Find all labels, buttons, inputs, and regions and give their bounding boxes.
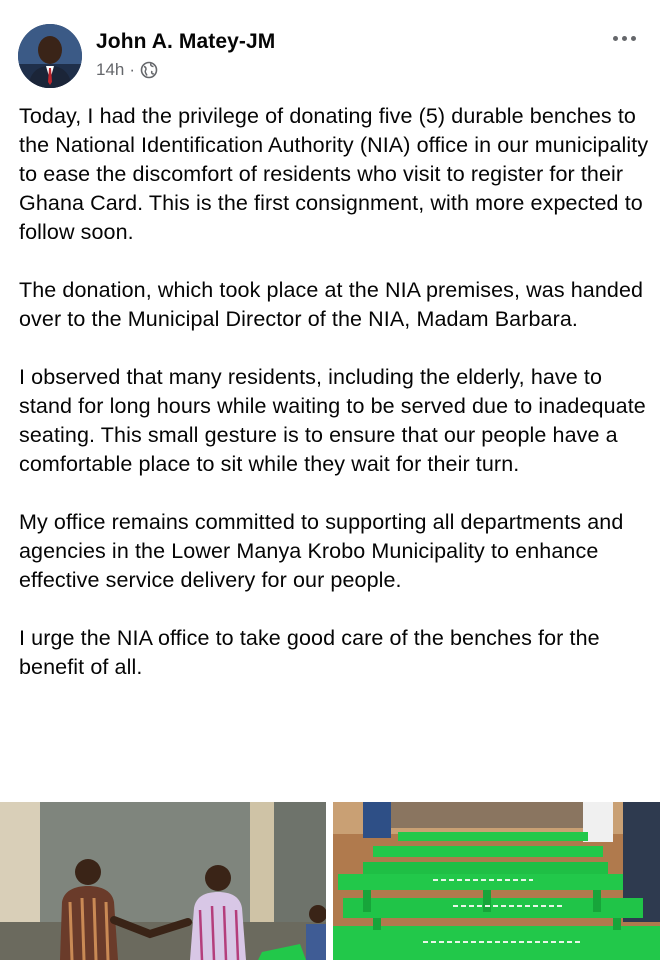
post-photo-benches[interactable] (333, 802, 660, 960)
post-meta (96, 60, 158, 80)
post-paragraph: Today, I had the privilege of donating five (5) durable benches to the National Identification Authority (NIA) office in our municipality to ease the discomfort of residents who visit to register for their Ghana Card. This is the first consignment, with more expected to follow soon. (19, 104, 649, 244)
post-paragraph: My office remains committed to supporting all departments and agencies in the Lower Manya Krobo Municipality to enhance effective service delivery for our people. (19, 510, 624, 592)
post-photo-handover[interactable] (0, 802, 326, 960)
more-options-icon[interactable] (606, 26, 642, 50)
post-header (0, 0, 660, 96)
author-name[interactable]: John A. Matey-JM (96, 30, 276, 53)
globe-icon[interactable] (140, 61, 158, 79)
post-text (19, 102, 649, 711)
post-paragraph: The donation, which took place at the NIA premises, was handed over to the Municipal Director of the NIA, Madam Barbara. (19, 278, 644, 331)
post-paragraph: I observed that many residents, including the elderly, have to stand for long hours while waiting to be served due to inadequate seating. This small gesture is to ensure that our people have a comfortable place to sit while they wait for their turn. (19, 365, 646, 476)
post-paragraph: I urge the NIA office to take good care of the benches for the benefit of all. (19, 626, 600, 679)
meta-separator: · (129, 60, 136, 79)
author-avatar[interactable] (18, 24, 82, 88)
post-timestamp[interactable]: 14h (96, 60, 125, 79)
